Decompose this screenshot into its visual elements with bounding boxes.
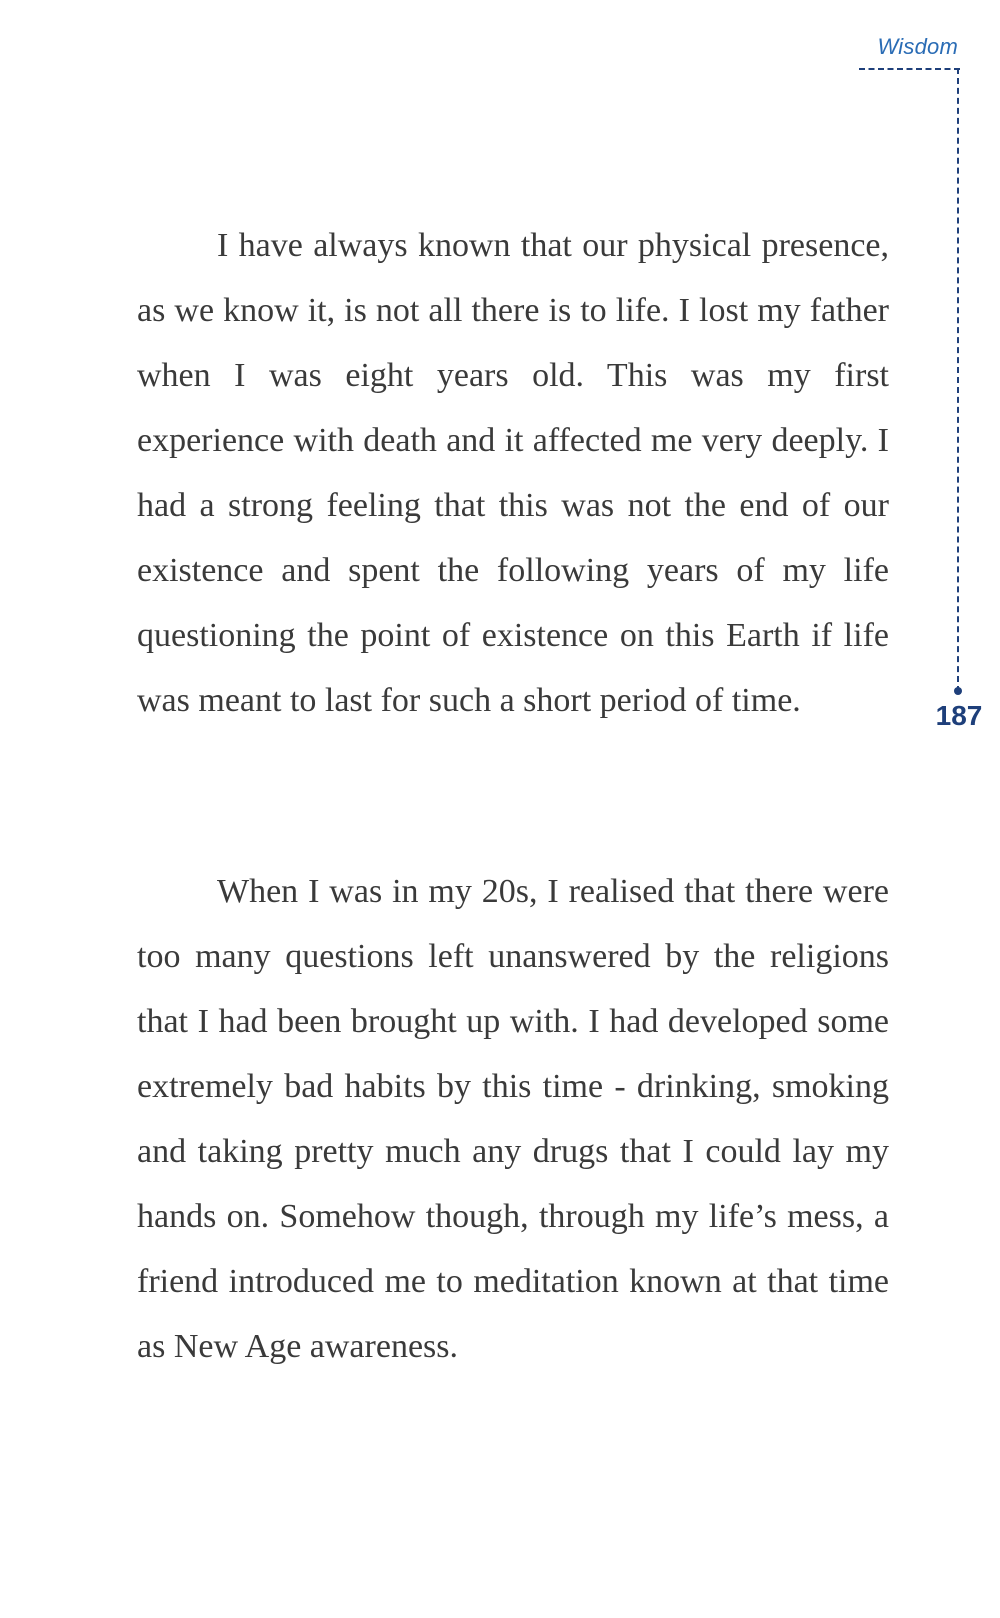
running-head: Wisdom <box>877 34 958 59</box>
dashed-rule-vertical <box>957 68 959 692</box>
body-paragraph-2: When I was in my 20s, I realised that there were too many questions left unanswered by the religions that I had been brought up with. I had developed some extremely bad habits by this time - drinking, smoking and taking pretty much any drugs that I could lay my hands on. Somehow though, through my life’s mess, a friend introduced me to meditation known at that time as New Age awareness. <box>137 873 889 1365</box>
dashed-rule-horizontal <box>859 68 960 70</box>
body-paragraph-1: I have always known that our physical presence, as we know it, is not all there is to life. I lost my father when I was eight years old. This was my first experience with death and it affected me very deeply. I had a strong feeling that this was not the end of our existence and spent the following years of my life questioning the point of existence on this Earth if life was meant to last for such a short period of time. <box>137 227 889 719</box>
rule-end-dot <box>954 687 962 695</box>
page-number: 187 <box>935 700 983 731</box>
